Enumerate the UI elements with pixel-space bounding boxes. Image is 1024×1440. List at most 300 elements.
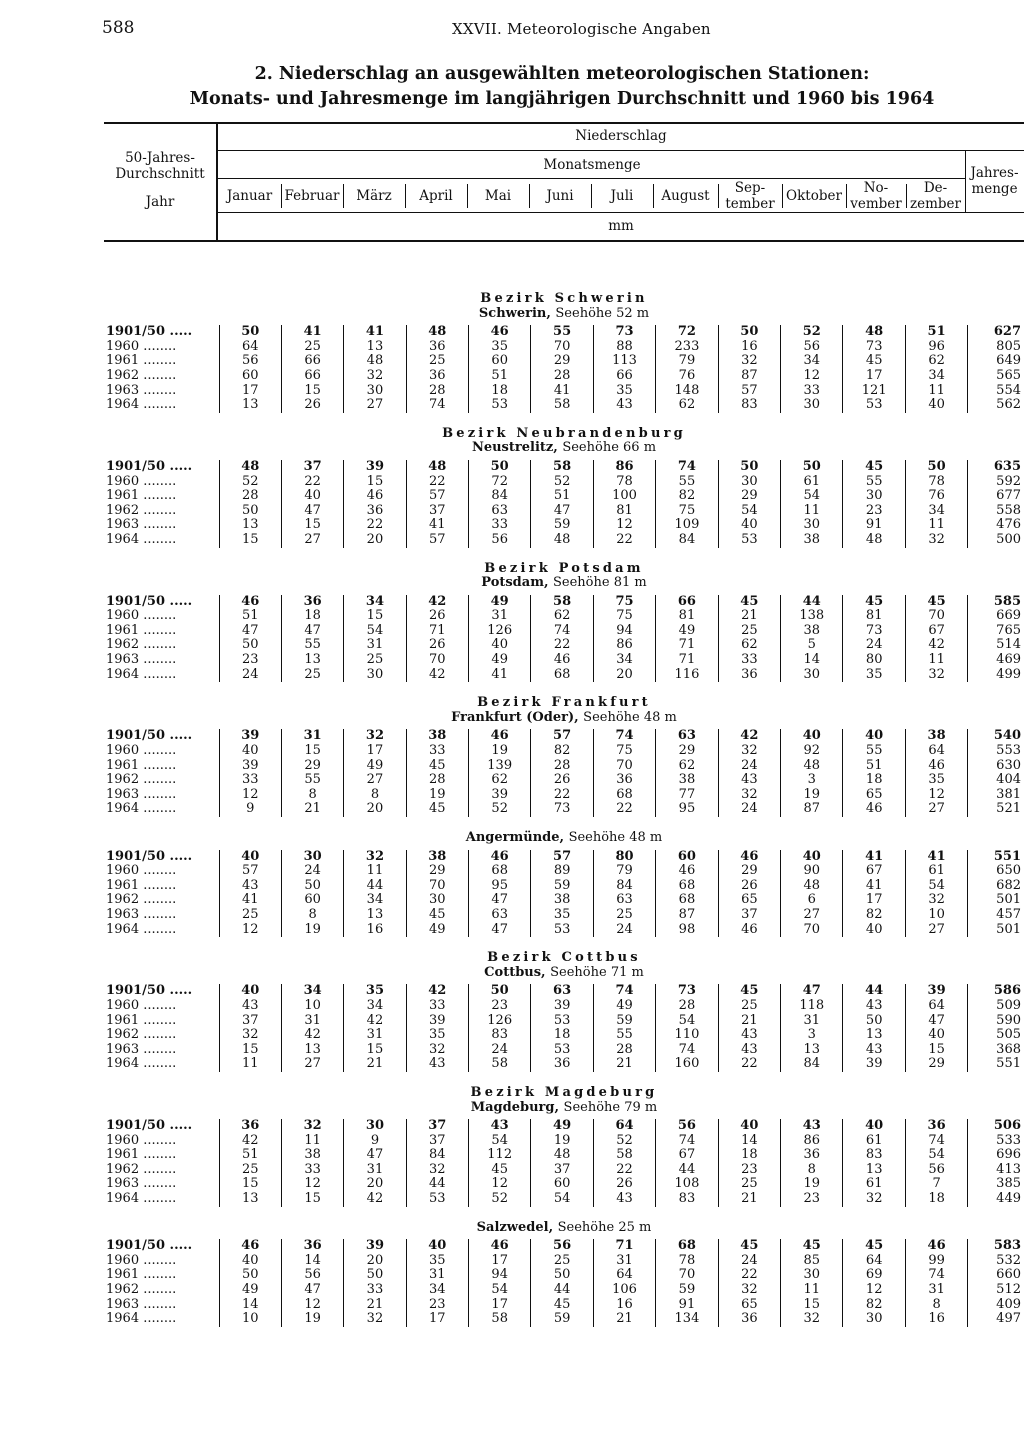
month-cell: 70 [593,759,655,774]
year-cell: 1963 ........ [106,786,177,802]
month-cell: 64 [593,1268,655,1283]
year-cell: 1964 ........ [106,1056,177,1072]
month-cell: 39 [843,1057,905,1072]
month-cell: 139 [468,759,530,774]
month-cell: 46 [718,850,780,865]
month-cell: 58 [468,1312,530,1327]
month-cell: 42 [219,1134,281,1149]
month-cell: 45 [406,802,468,817]
year-cell: 1901/50 ..... [106,458,193,474]
spacer-cell [104,1207,1024,1221]
annual-cell: 368 [968,1043,1024,1058]
annual-cell: 540 [968,729,1024,744]
month-cell: 40 [781,850,843,865]
month-cell: 13 [281,653,343,668]
table-row [104,1028,1024,1043]
month-cell: 42 [905,638,967,653]
month-cell: 32 [344,1312,406,1327]
annual-cell: 590 [968,1014,1024,1029]
table-row [104,1283,1024,1298]
month-cell: 22 [718,1268,780,1283]
month-cell: 50 [219,638,281,653]
month-cell: 44 [531,1283,593,1298]
table-row [104,802,1024,817]
month-cell: 33 [468,518,530,533]
month-cell: 43 [718,1028,780,1043]
month-cell: 45 [781,1239,843,1254]
month-cell: 60 [531,1177,593,1192]
month-cell: 32 [905,668,967,683]
month-cell: 11 [219,1057,281,1072]
month-cell: 46 [468,1239,530,1254]
month-cell: 61 [781,475,843,490]
annual-cell: 565 [968,369,1024,384]
month-cell: 21 [718,609,780,624]
bezirk-heading [104,951,1024,966]
month-header-8 [653,188,718,204]
station-heading [104,307,1024,322]
month-cell: 24 [219,668,281,683]
month-cell: 48 [344,354,406,369]
month-cell: 84 [781,1057,843,1072]
spacer-cell [104,682,1024,696]
month-cell: 82 [843,1298,905,1313]
month-cell: 48 [843,533,905,548]
unit-label: mm [608,218,634,234]
annual-cell: 805 [968,340,1024,355]
month-cell: 12 [781,369,843,384]
month-cell: 36 [406,369,468,384]
month-cell: 15 [281,744,343,759]
month-cell: 45 [406,908,468,923]
month-cell: 70 [905,609,967,624]
month-cell: 46 [718,923,780,938]
bezirk-heading [104,292,1024,307]
month-cell: 7 [905,1177,967,1192]
month-cell: 36 [781,1148,843,1163]
month-header-12 [906,180,965,212]
month-cell: 64 [219,340,281,355]
month-cell: 83 [656,1192,718,1207]
month-cell: 42 [718,729,780,744]
month-cell: 35 [468,340,530,355]
month-cell: 60 [468,354,530,369]
month-cell: 17 [468,1298,530,1313]
month-cell: 15 [905,1043,967,1058]
month-cell: 47 [281,624,343,639]
month-cell: 88 [593,340,655,355]
month-cell: 76 [656,369,718,384]
month-cell: 32 [781,1312,843,1327]
month-cell: 15 [281,384,343,399]
month-cell: 71 [656,653,718,668]
month-cell: 49 [344,759,406,774]
month-cell: 24 [718,1254,780,1269]
month-cell: 30 [843,1312,905,1327]
station-elevation: Seehöhe 71 m [550,964,644,980]
month-cell: 54 [656,1014,718,1029]
month-cell: 30 [781,668,843,683]
month-cell: 32 [344,369,406,384]
month-cell: 52 [593,1134,655,1149]
month-cell: 5 [781,638,843,653]
annual-cell: 765 [968,624,1024,639]
month-cell: 33 [718,653,780,668]
month-cell: 35 [344,984,406,999]
station-heading [104,576,1024,591]
month-cell: 11 [281,1134,343,1149]
month-cell: 13 [781,1043,843,1058]
month-label: Februar [284,188,340,204]
table-row [104,533,1024,548]
month-cell: 63 [656,729,718,744]
month-cell: 22 [593,1163,655,1178]
month-cell: 30 [781,398,843,413]
month-cell: 36 [718,1312,780,1327]
month-cell: 54 [531,1192,593,1207]
month-cell: 116 [656,668,718,683]
month-cell: 41 [281,325,343,340]
month-label: März [356,188,392,204]
monatsmenge-header: Monatsmenge [543,157,641,173]
month-cell: 60 [219,369,281,384]
month-cell: 19 [781,1177,843,1192]
month-cell: 40 [219,1254,281,1269]
month-cell: 31 [281,729,343,744]
month-cell: 8 [281,908,343,923]
month-cell: 23 [843,504,905,519]
station-heading [104,966,1024,981]
month-cell: 36 [344,504,406,519]
month-cell: 48 [781,879,843,894]
month-cell: 29 [718,489,780,504]
month-cell: 14 [781,653,843,668]
spacer-row [104,548,1024,562]
month-cell: 15 [781,1298,843,1313]
month-cell: 3 [781,1028,843,1043]
year-cell: 1901/50 ..... [106,1238,193,1254]
month-cell: 19 [406,788,468,803]
month-cell: 43 [593,1192,655,1207]
month-cell: 13 [843,1028,905,1043]
month-cell: 36 [219,1119,281,1134]
month-cell: 38 [905,729,967,744]
month-cell: 45 [468,1163,530,1178]
month-cell: 30 [406,893,468,908]
annual-cell: 469 [968,653,1024,668]
station-name: Frankfurt (Oder), [451,709,579,725]
month-header-3 [343,188,405,204]
month-cell: 55 [531,325,593,340]
month-cell: 28 [593,1043,655,1058]
month-cell: 57 [406,489,468,504]
month-cell: 23 [468,999,530,1014]
month-cell: 54 [781,489,843,504]
month-cell: 23 [406,1298,468,1313]
annual-cell: 404 [968,773,1024,788]
month-cell: 12 [843,1283,905,1298]
month-cell: 34 [406,1283,468,1298]
month-cell: 50 [905,460,967,475]
month-cell: 91 [656,1298,718,1313]
month-cell: 61 [843,1177,905,1192]
station-heading [104,441,1024,456]
month-cell: 108 [656,1177,718,1192]
spacer-cell [104,817,1024,831]
month-cell: 63 [531,984,593,999]
month-cell: 35 [905,773,967,788]
month-cell: 70 [406,653,468,668]
spacer-cell [104,413,1024,427]
month-cell: 27 [344,398,406,413]
month-cell: 78 [656,1254,718,1269]
month-cell: 13 [843,1163,905,1178]
month-cell: 83 [468,1028,530,1043]
year-cell: 1963 ........ [106,1041,177,1057]
month-cell: 58 [593,1148,655,1163]
month-cell: 58 [531,595,593,610]
year-cell: 1960 ........ [106,608,177,624]
year-cell: 1963 ........ [106,517,177,533]
year-cell: 1901/50 ..... [106,593,193,609]
month-cell: 96 [905,340,967,355]
month-cell: 44 [781,595,843,610]
month-cell: 126 [468,624,530,639]
month-cell: 37 [531,1163,593,1178]
month-cell: 68 [531,668,593,683]
month-cell: 25 [593,908,655,923]
month-cell: 11 [905,518,967,533]
month-cell: 12 [468,1177,530,1192]
month-cell: 36 [718,668,780,683]
month-cell: 41 [468,668,530,683]
year-cell: 1963 ........ [106,1176,177,1192]
table-row [104,653,1024,668]
month-cell: 65 [843,788,905,803]
annual-cell: 413 [968,1163,1024,1178]
table-row [104,1148,1024,1163]
month-cell: 46 [656,864,718,879]
month-cell: 39 [406,1014,468,1029]
month-cell: 15 [281,1192,343,1207]
spacer-row [104,413,1024,427]
month-label: De- [923,180,948,196]
station-elevation: Seehöhe 48 m [568,830,663,845]
month-cell: 24 [593,923,655,938]
month-cell: 29 [406,864,468,879]
year-cell: 1961 ........ [106,622,177,638]
table-row [104,1312,1024,1327]
year-cell: 1962 ........ [106,1027,177,1043]
month-cell: 75 [593,595,655,610]
month-cell: 60 [656,850,718,865]
table-title-line-1: 2. Niederschlag an ausgewählten meteorologischen Stationen: [254,64,870,84]
bezirk-name: Bezirk Magdeburg [470,1084,658,1100]
month-cell: 53 [406,1192,468,1207]
month-cell: 48 [219,460,281,475]
bezirk-heading-row [104,696,1024,711]
unit-rule [218,212,1024,213]
month-cell: 54 [468,1283,530,1298]
table-row [104,1057,1024,1072]
month-cell: 16 [344,923,406,938]
annual-cell: 497 [968,1312,1024,1327]
month-cell: 29 [656,744,718,759]
month-cell: 37 [406,504,468,519]
month-cell: 37 [406,1119,468,1134]
spacer-row [104,1207,1024,1221]
month-cell: 77 [656,788,718,803]
month-cell: 51 [531,489,593,504]
bezirk-heading-row [104,562,1024,577]
month-cell: 40 [219,984,281,999]
year-cell: 1963 ........ [106,1296,177,1312]
annual-cell: 409 [968,1298,1024,1313]
month-cell: 82 [656,489,718,504]
month-cell: 19 [468,744,530,759]
month-cell: 45 [843,595,905,610]
month-cell: 10 [905,908,967,923]
year-cell: 1961 ........ [106,1147,177,1163]
month-cell: 39 [344,1239,406,1254]
month-cell: 29 [718,864,780,879]
month-cell: 81 [843,609,905,624]
month-cell: 50 [781,460,843,475]
month-cell: 98 [656,923,718,938]
month-cell: 94 [468,1268,530,1283]
month-cell: 60 [281,893,343,908]
year-cell: 1960 ........ [106,473,177,489]
station-heading [104,711,1024,726]
month-cell: 94 [593,624,655,639]
month-cell: 40 [406,1239,468,1254]
annual-cell: 677 [968,489,1024,504]
month-cell: 35 [531,908,593,923]
month-cell: 9 [219,802,281,817]
annual-cell: 551 [968,1057,1024,1072]
month-cell: 3 [781,773,843,788]
month-cell: 55 [843,475,905,490]
month-cell: 47 [219,624,281,639]
month-cell: 9 [344,1134,406,1149]
month-cell: 80 [593,850,655,865]
table-row [104,908,1024,923]
table-row [104,1192,1024,1207]
year-cell: 1962 ........ [106,367,177,383]
table-row [104,893,1024,908]
annual-cell: 592 [968,475,1024,490]
month-cell: 26 [718,879,780,894]
month-cell: 25 [718,999,780,1014]
station-elevation: Seehöhe 81 m [553,575,647,591]
month-cell: 134 [656,1312,718,1327]
annual-cell: 381 [968,788,1024,803]
month-cell: 35 [406,1028,468,1043]
month-cell: 47 [281,1283,343,1298]
month-cell: 40 [468,638,530,653]
table-row [104,1177,1024,1192]
month-header-10 [782,188,846,204]
month-cell: 40 [843,1119,905,1134]
month-cell: 82 [843,908,905,923]
month-cell: 22 [531,788,593,803]
year-cell: 1960 ........ [106,338,177,354]
month-cell: 58 [468,1057,530,1072]
month-cell: 12 [281,1298,343,1313]
month-cell: 73 [656,984,718,999]
month-header-1 [218,188,281,204]
month-cell: 40 [905,1028,967,1043]
jahresmenge-header: Jahres- menge [970,165,1019,197]
table-row [104,1134,1024,1149]
month-cell: 73 [843,340,905,355]
month-cell: 78 [593,475,655,490]
annual-cell: 669 [968,609,1024,624]
month-cell: 27 [281,533,343,548]
year-cell: 1901/50 ..... [106,1118,193,1134]
month-cell: 43 [406,1057,468,1072]
month-cell: 65 [718,893,780,908]
month-cell: 56 [781,340,843,355]
month-cell: 19 [281,923,343,938]
month-cell: 53 [718,533,780,548]
month-cell: 18 [843,773,905,788]
month-cell: 20 [344,1177,406,1192]
station-heading-row [104,1221,1024,1236]
month-cell: 33 [406,999,468,1014]
month-cell: 12 [219,788,281,803]
month-cell: 40 [718,518,780,533]
year-cell: 1960 ........ [106,863,177,879]
table-row [104,1163,1024,1178]
month-cell: 84 [656,533,718,548]
month-cell: 10 [281,999,343,1014]
month-cell: 31 [905,1283,967,1298]
month-cell: 84 [406,1148,468,1163]
month-label: Sep- [734,180,766,196]
month-cell: 126 [468,1014,530,1029]
month-cell: 54 [718,504,780,519]
table-row [104,1043,1024,1058]
month-label-cont: zember [910,196,961,212]
year-cell: 1960 ........ [106,1132,177,1148]
month-cell: 23 [718,1163,780,1178]
month-cell: 83 [718,398,780,413]
month-cell: 18 [905,1192,967,1207]
year-cell: 1961 ........ [106,488,177,504]
month-cell: 30 [843,489,905,504]
month-cell: 19 [281,1312,343,1327]
month-cell: 75 [593,744,655,759]
month-cell: 25 [281,668,343,683]
spacer-row [104,937,1024,951]
station-heading-row [104,307,1024,322]
month-cell: 37 [718,908,780,923]
bezirk-heading [104,562,1024,577]
month-cell: 33 [406,744,468,759]
table-row [104,340,1024,355]
month-cell: 51 [843,759,905,774]
month-cell: 28 [406,384,468,399]
month-cell: 14 [281,1254,343,1269]
month-cell: 40 [219,850,281,865]
annual-cell: 553 [968,744,1024,759]
bezirk-heading [104,696,1024,711]
month-cell: 41 [406,518,468,533]
annual-cell: 449 [968,1192,1024,1207]
month-cell: 64 [593,1119,655,1134]
month-cell: 21 [281,802,343,817]
